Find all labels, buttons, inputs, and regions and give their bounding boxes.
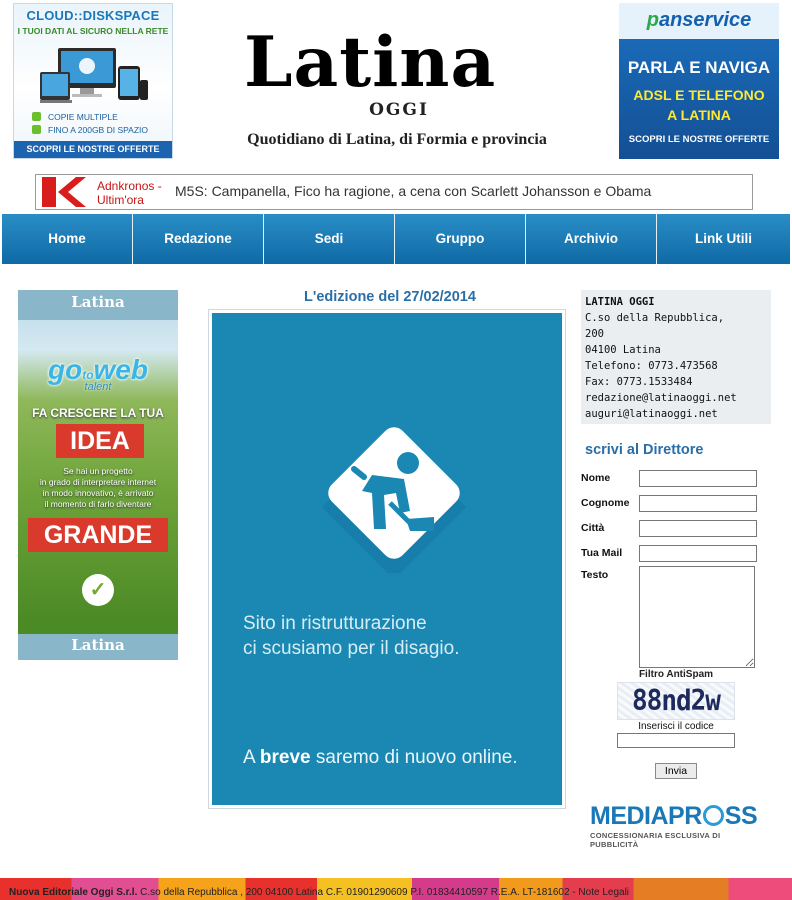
ad-right-cta[interactable]: SCOPRI LE NOSTRE OFFERTE (628, 134, 770, 145)
contact-address-number: 200 (585, 328, 604, 340)
cloud-diskspace-ad[interactable] (13, 3, 173, 159)
site-tagline: Quotidiano di Latina, di Formia e provincia (247, 131, 547, 148)
under-construction-icon (314, 413, 474, 573)
nome-input[interactable] (639, 470, 757, 487)
nav-item-redazione[interactable]: Redazione (133, 214, 264, 264)
panservice-ad[interactable] (619, 3, 779, 159)
banner-small-text: Se hai un progetto in grado di interpretare internet in modo innovativo, è arrivato il momento di farlo diventare (39, 466, 157, 509)
ad-right-line2: ADSL E TELEFONO (633, 87, 765, 103)
label-nome: Nome (581, 472, 611, 484)
label-mail: Tua Mail (581, 547, 623, 559)
nav-item-link-utili[interactable]: Link Utili (695, 231, 752, 246)
mediapress-tagline: CONCESSIONARIA ESCLUSIVA DI PUBBLICITÀ (590, 831, 721, 849)
ad-left-cta[interactable]: SCOPRI LE NOSTRE OFFERTE (14, 141, 172, 158)
banner-top-logo: Latina (18, 290, 178, 320)
mail-input[interactable] (639, 545, 757, 562)
contact-fax: Fax: 0773.1533484 (585, 376, 693, 388)
banner-goweb: gotoweb (47, 354, 148, 385)
antispam-label: Filtro AntiSpam (638, 669, 714, 680)
contact-address: C.so della Repubblica, (585, 312, 725, 324)
label-citta: Città (581, 522, 605, 534)
ticker-source-sub: Ultim'ora (97, 193, 144, 207)
label-cognome: Cognome (581, 497, 630, 509)
panservice-logo: panservice (646, 9, 752, 31)
nav-item-gruppo[interactable]: Gruppo (395, 214, 526, 264)
ad-left-subtitle: I TUOI DATI AL SICURO NELLA RETE (17, 26, 169, 36)
ticker-source: Adnkronos - (97, 179, 162, 193)
cognome-input[interactable] (639, 495, 757, 512)
nav-item-archivio[interactable]: Archivio (526, 214, 657, 264)
contact-email-auguri[interactable]: auguri@latinaoggi.net (585, 408, 718, 420)
go-to-web-talent-banner[interactable] (18, 290, 178, 660)
banner-grande: GRANDE (28, 518, 168, 552)
mediapress-logo[interactable]: MEDIAPR SS CONCESSIONARIA ESCLUSIVA DI PUBBLICITÀ (590, 802, 770, 849)
ad-left-line1: COPIE MULTIPLE (48, 112, 118, 122)
ad-left-title: CLOUD::DISKSPACE (26, 8, 160, 23)
maintenance-line2: ci scusiamo per il disagio. (243, 638, 460, 659)
captcha-image: 88nd2w (617, 682, 735, 720)
banner-fa-crescere: FA CRESCERE LA TUA (32, 406, 164, 420)
maintenance-back-soon: A breve saremo di nuovo online. (243, 747, 518, 768)
label-testo: Testo (581, 569, 609, 581)
banner-talent: talent (84, 381, 112, 393)
devices-icon (40, 44, 148, 106)
captcha-code-label: Inserisci il codice (638, 721, 714, 732)
news-ticker[interactable] (35, 174, 753, 210)
form-title: scrivi al Direttore (585, 442, 704, 458)
banner-idea: IDEA (56, 424, 144, 458)
edition-cover[interactable] (208, 309, 566, 809)
contact-phone: Telefono: 0773.473568 (585, 360, 718, 372)
citta-input[interactable] (639, 520, 757, 537)
nav-item-sedi[interactable]: Sedi (264, 214, 395, 264)
contact-city: 04100 Latina (585, 344, 661, 356)
testo-textarea[interactable] (639, 566, 755, 668)
ad-left-bullets (32, 112, 44, 138)
site-logo-sub: OGGI (369, 100, 429, 120)
ad-right-line1: PARLA E NAVIGA (627, 58, 771, 77)
contact-box (581, 290, 771, 424)
mediapress-o-icon (703, 805, 724, 826)
footer-text: Nuova Editoriale Oggi S.r.l. C.so della Repubblica , 200 04100 Latina C.F. 01901290609 P.I. 01834410597 R.E.A. LT-181602 - Note Legali (9, 887, 630, 898)
maintenance-line1: Sito in ristrutturazione (243, 613, 427, 634)
edition-title[interactable]: L'edizione del 27/02/2014 (304, 289, 476, 305)
captcha-code-input[interactable] (617, 733, 735, 748)
ad-right-line3: A LATINA (667, 107, 731, 123)
checkmark-icon: ✓ (82, 574, 114, 606)
banner-bottom-logo: Latina (18, 634, 178, 660)
maintenance-panel (212, 313, 562, 805)
contact-email-redazione[interactable]: redazione@latinaoggi.net (585, 392, 737, 404)
ad-left-line2: FINO A 200GB DI SPAZIO (48, 125, 148, 135)
nav-item-home[interactable]: Home (2, 214, 133, 264)
invia-button[interactable]: Invia (655, 763, 697, 779)
contact-name: LATINA OGGI (585, 296, 655, 308)
main-nav (2, 214, 790, 264)
site-logo[interactable]: Latina (244, 22, 497, 103)
adnkronos-logo-icon (42, 177, 86, 207)
footer (0, 878, 792, 900)
ticker-headline[interactable]: M5S: Campanella, Fico ha ragione, a cena con Scarlett Johansson e Obama (175, 183, 652, 199)
